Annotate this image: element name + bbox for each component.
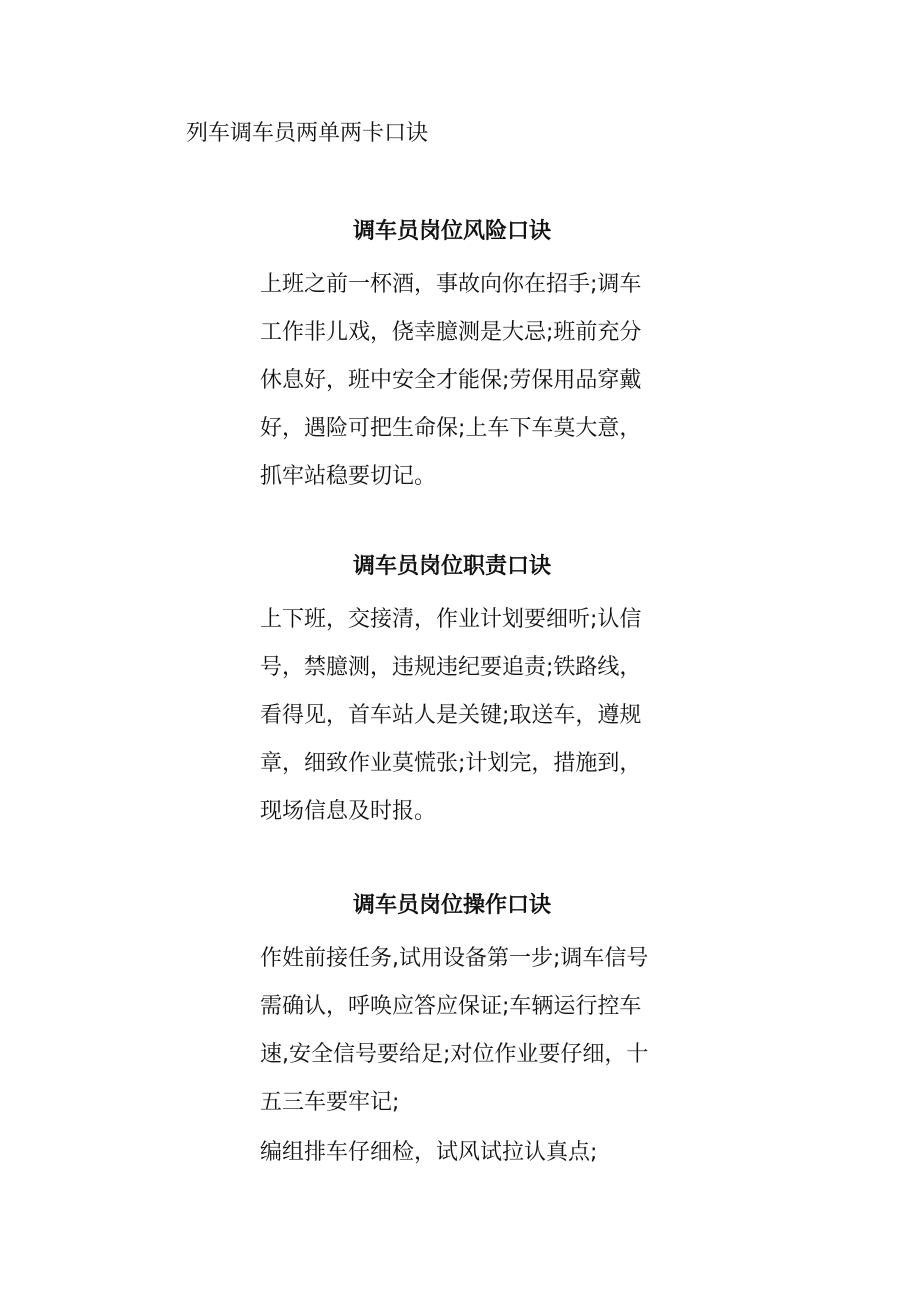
section-paragraph: 上下班，交接清，作业计划要细听;认信号，禁臆测，违规违纪要追责;铁路线，看得见，首车站人是关键;取送车，遵规章，细致作业莫慌张;计划完，措施到，现场信息及时报。 — [260, 607, 642, 824]
section-paragraph: 编组排车仔细检，试风试拉认真点; — [260, 1140, 598, 1165]
document-title: 列车调车员两单两卡口诀 — [186, 121, 429, 146]
section-heading: 调车员岗位风险口诀 — [352, 219, 551, 244]
section-paragraph: 作姓前接任务,试用设备第一步;调车信号需确认，呼唤应答应保证;车辆运行控车速,安全信号要给足;对位作业要仔细，十五三车要牢记; — [260, 946, 649, 1115]
section-heading: 调车员岗位操作口诀 — [352, 893, 551, 918]
section-heading: 调车员岗位职责口诀 — [352, 554, 551, 579]
section-duty-mnemonic — [260, 551, 660, 836]
section-paragraph: 上班之前一杯酒，事故向你在招手;调车工作非儿戏，侥幸臆测是大忌;班前充分休息好，班中安全才能保;劳保用品穿戴好，遇险可把生命保;上车下车莫大意，抓牢站稳要切记。 — [260, 272, 642, 489]
section-risk-mnemonic — [260, 216, 660, 501]
section-operation-mnemonic — [260, 890, 660, 1177]
